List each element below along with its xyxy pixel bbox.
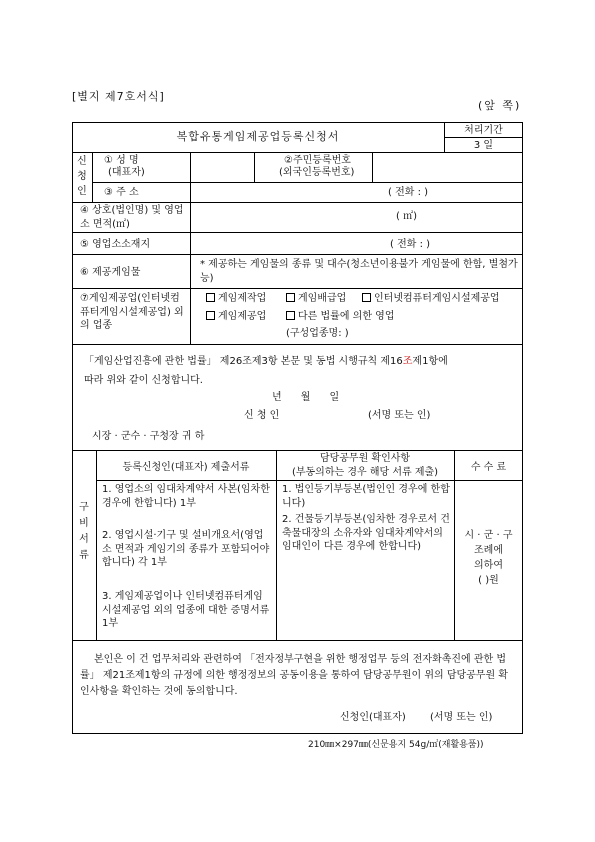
official-check-header: 담당공무원 확인사항 (부동의하는 경우 해당 서류 제출)	[291, 453, 439, 478]
address-phone[interactable]: ( 전화 : )	[388, 187, 429, 198]
location-phone[interactable]: ( 전화 : )	[390, 239, 431, 250]
application-date[interactable]: 년 월 일	[272, 392, 340, 403]
address-label: ③ 주 소	[104, 187, 139, 198]
form-number: [별지 제7호서식]	[72, 90, 165, 103]
checkbox-icon	[286, 293, 295, 302]
submit-docs-header: 등록신청인(대표자) 제출서류	[122, 462, 250, 473]
processing-value: 3 일	[473, 140, 494, 151]
recipient: 시장 · 군수 · 구청장 귀 하	[92, 431, 205, 442]
business-label: ④ 상호(법인명) 및 영업소 면적(㎡)	[80, 205, 184, 230]
option-game-production[interactable]: 게임제작업	[206, 292, 266, 305]
checkbox-icon	[286, 311, 295, 320]
other-business-label: ⑦게임제공업(인터넷컴퓨터게임시설제공업) 외의 업종	[80, 293, 184, 331]
consent-signature[interactable]: (서명 또는 인)	[430, 712, 493, 723]
consent-text: 본인은 이 건 업무처리와 관련하여 「전자정부구현을 위한 행정업무 등의 전자화촉진에 관한 법률」 제21조제1항의 규정에 의한 행정정보의 공동이용을 통하여 담당공무원이 위의 담당공무원 확인사항을 확인하는 것에 동의합니다.	[80, 654, 508, 697]
fee-note: 시 · 군 · 구 조례에 의하여 ( )원	[464, 530, 513, 586]
submit-doc-2: 2. 영업시설·기구 및 설비개요서(영업소 면적과 게임기의 종류가 포함되어야 합니다) 각 1부	[102, 530, 270, 568]
rrn-sub-label: (외국인등록번호)	[279, 167, 355, 178]
fee-header: 수 수 료	[470, 462, 507, 473]
official-check-2: 2. 건물등기부등본(임차한 경우로서 건축물대장의 소유자와 임대차계약서의 임대인이 다른 경우에 한합니다)	[282, 514, 450, 552]
paper-spec-footer: 210㎜×297㎜(신문용지 54g/㎡(재활용품))	[308, 740, 484, 750]
submit-doc-1: 1. 영업소의 임대차계약서 사본(임차한 경우에 한합니다) 1부	[102, 484, 270, 509]
statement-line2: 따라 위와 같이 신청합니다.	[84, 375, 203, 386]
business-type-detail[interactable]: (구성업종명: )	[286, 328, 349, 339]
applicant-label: 신 청 인	[244, 410, 280, 421]
games-note: * 제공하는 게임물의 종류 및 대수(청소년이용불가 게임물에 한함, 별첨가능)	[200, 259, 518, 284]
documents-side-label: 구 비 서 류	[79, 502, 89, 561]
rrn-input[interactable]	[380, 160, 510, 172]
applicant-signature[interactable]: (서명 또는 인)	[368, 410, 431, 421]
name-sub-label: (대표자)	[108, 167, 145, 178]
games-label: ⑥ 제공게임물	[80, 267, 141, 278]
statement-line1: 「게임산업진흥에 관한 법률」 제26조제3항 본문 및 동법 시행규칙 제16조제1항에	[84, 356, 448, 367]
applicant-group-label: 신 청 인	[77, 156, 87, 197]
official-check-1: 1. 법인등기부등본(법인인 경우에 한합니다)	[282, 484, 450, 509]
checkbox-icon	[206, 293, 215, 302]
business-area[interactable]: ( ㎡)	[396, 211, 417, 222]
rrn-label: ②주민등록번호	[284, 155, 351, 166]
name-label: ① 성 명	[104, 155, 139, 166]
option-internet-pc-facility[interactable]: 인터넷컴퓨터게임시설제공업	[362, 292, 500, 305]
checkbox-icon	[206, 311, 215, 320]
option-game-provision[interactable]: 게임제공업	[206, 310, 266, 323]
processing-label: 처리기간	[464, 125, 503, 136]
option-other-law[interactable]: 다른 법률에 의한 영업	[286, 310, 394, 323]
name-input[interactable]	[198, 160, 248, 172]
submit-doc-3: 3. 게임제공업이나 인터넷컴퓨터게임시설제공업 외의 업종에 대한 증명서류 1부	[102, 591, 270, 629]
checkbox-icon	[362, 293, 371, 302]
option-game-distribution[interactable]: 게임배급업	[286, 292, 346, 305]
location-label: ⑤ 영업소소재지	[80, 239, 151, 250]
front-page-label: (앞 쪽)	[478, 99, 522, 112]
consent-applicant-label: 신청인(대표자)	[340, 712, 406, 723]
form-title: 복합유통게임제공업등록신청서	[176, 130, 340, 143]
